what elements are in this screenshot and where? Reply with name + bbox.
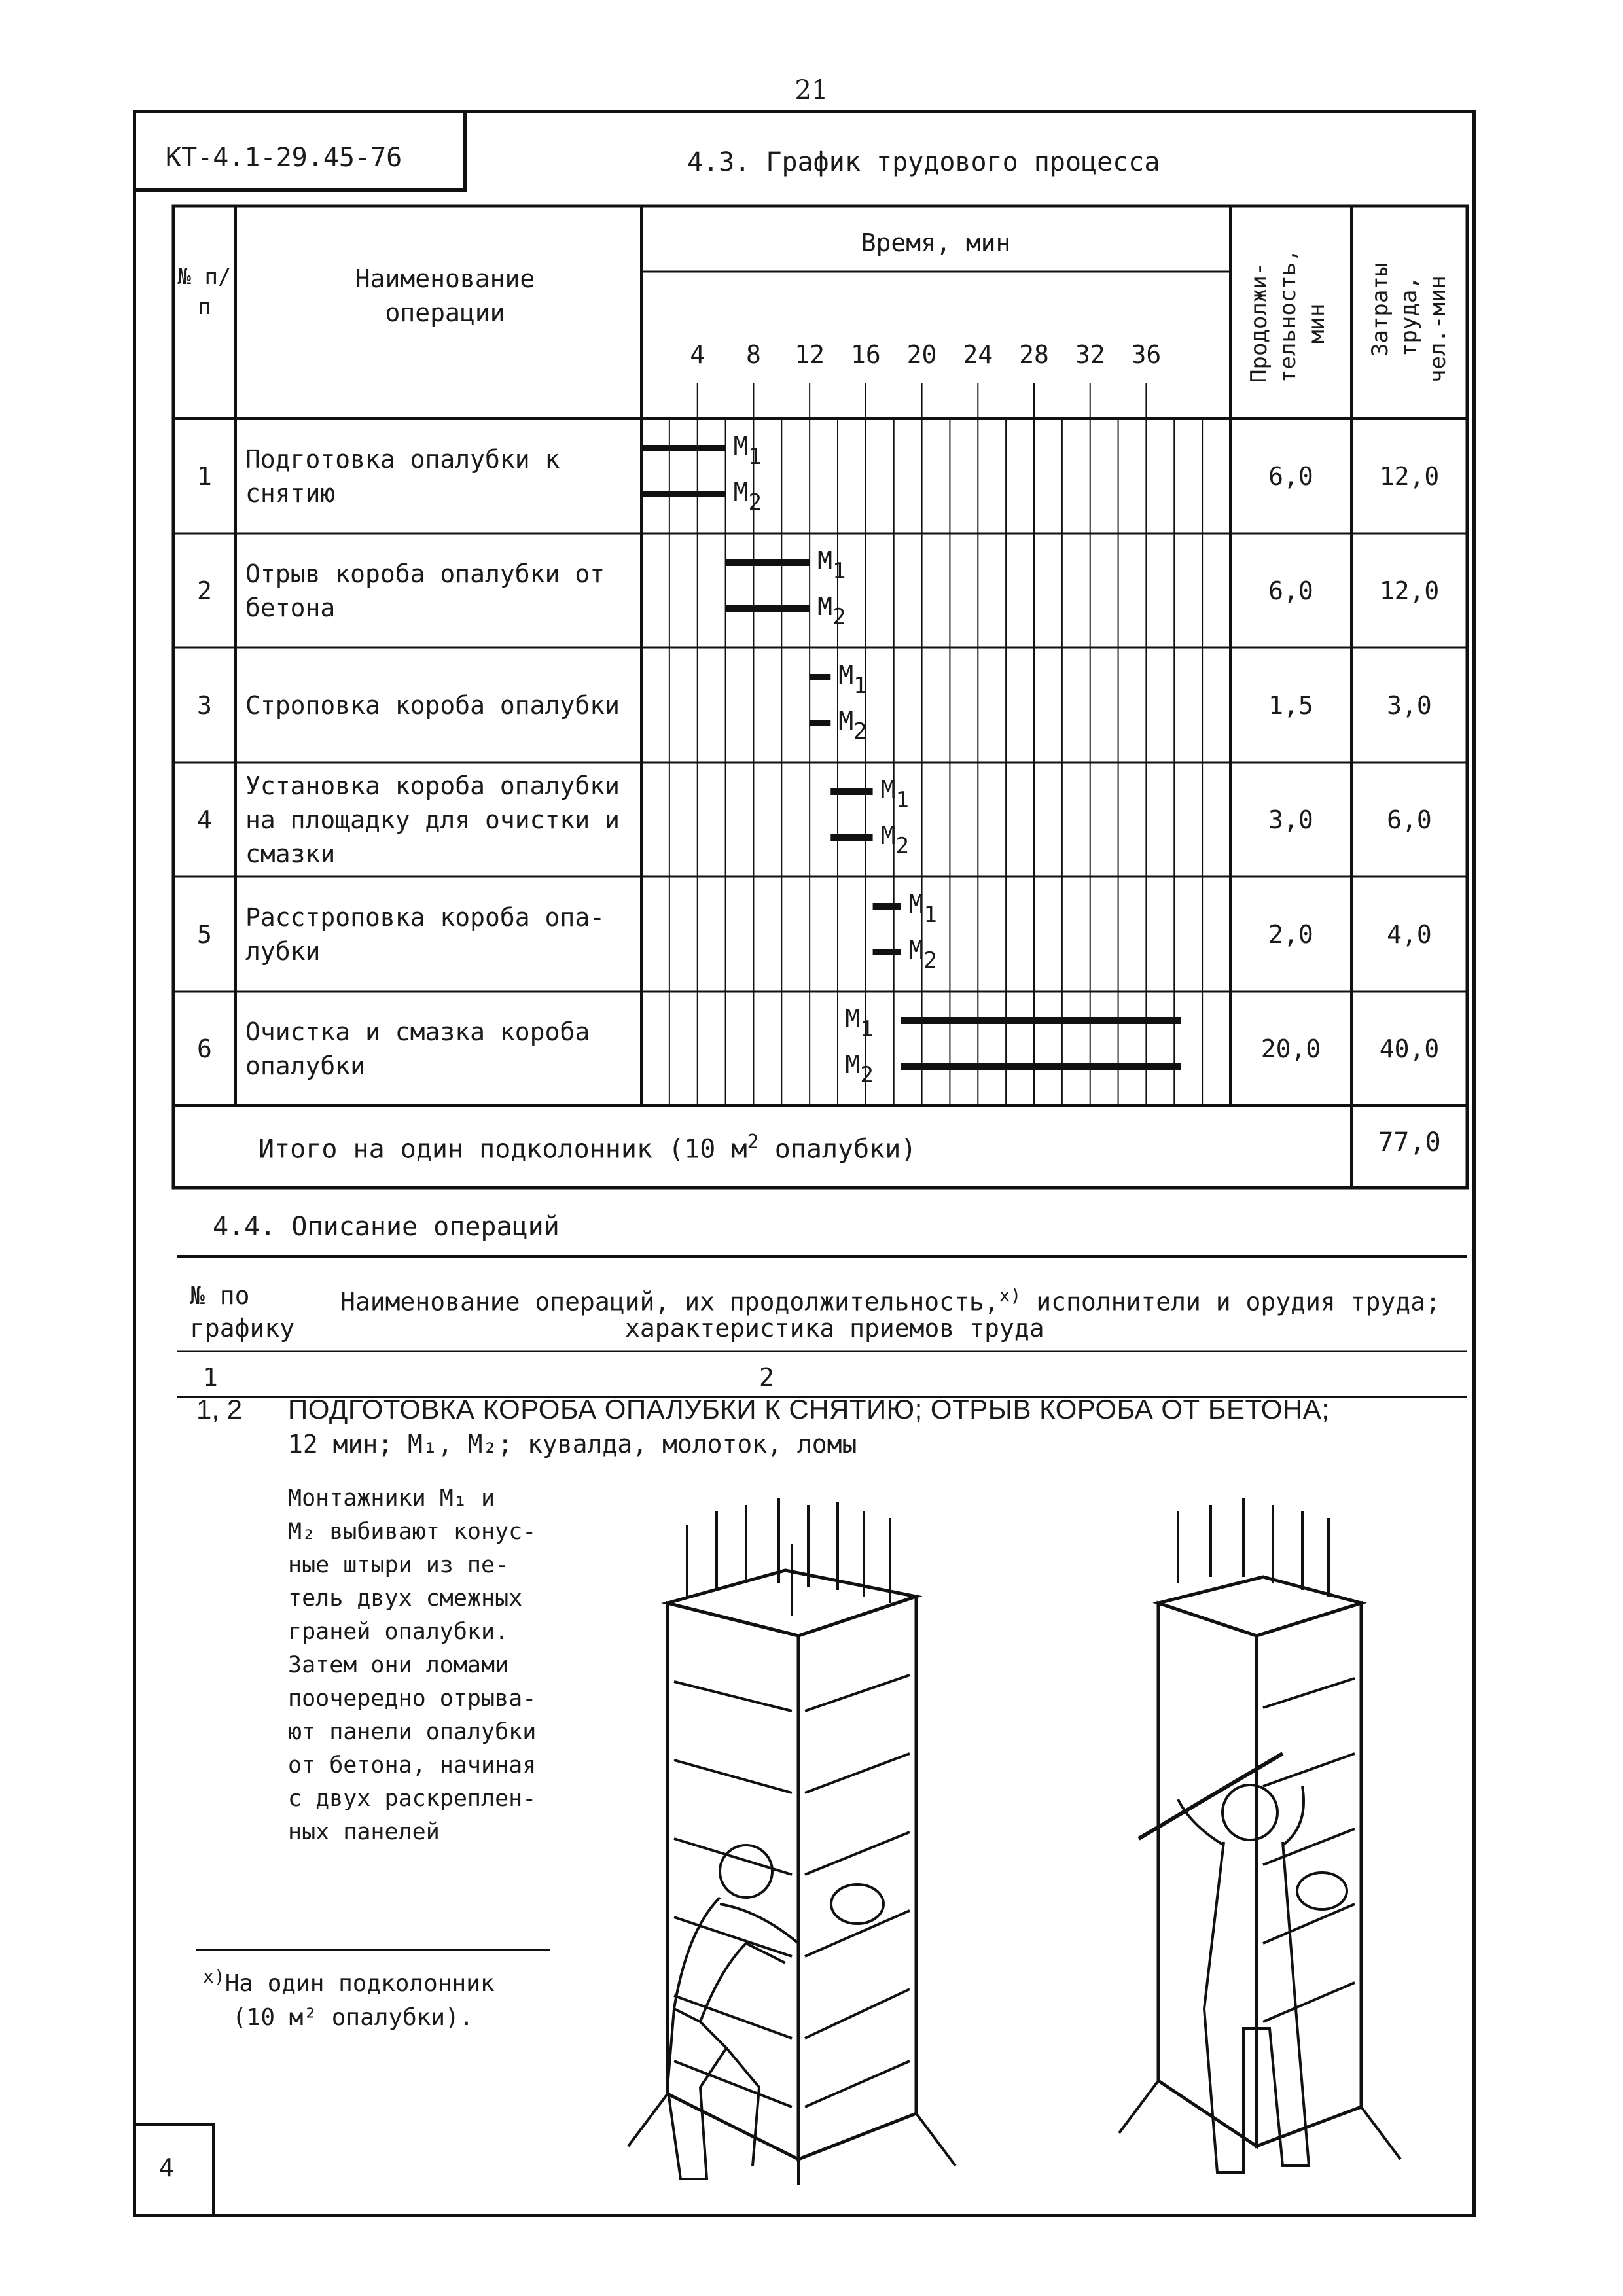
entry-description-line: Затем они ломами — [288, 1652, 509, 1678]
worker-1-bar — [641, 445, 726, 451]
row-duration: 2,0 — [1268, 919, 1313, 949]
worker-1-label: М1 — [845, 1004, 874, 1042]
document-code: КТ-4.1-29.45-76 — [133, 110, 467, 192]
col-no-header: № п/п — [177, 264, 232, 320]
row-number: 2 — [197, 576, 212, 605]
row-duration: 3,0 — [1268, 805, 1313, 834]
worker-2-label: М2 — [733, 478, 762, 516]
row-labor: 3,0 — [1387, 690, 1432, 720]
time-tick-label: 20 — [906, 340, 937, 369]
time-tick-label: 28 — [1019, 340, 1049, 369]
row-labor: 6,0 — [1387, 805, 1432, 834]
entry-description-line: поочередно отрыва- — [288, 1686, 537, 1712]
time-tick-label: 12 — [794, 340, 825, 369]
workers-knocking-out-pins-illustration — [589, 1485, 1047, 2205]
worker-2-bar — [641, 491, 726, 497]
entry-ref: 1, 2 — [196, 1394, 243, 1424]
entry-description-line: М₂ выбивают конус- — [288, 1519, 537, 1545]
worker-prying-panel-illustration — [1047, 1485, 1472, 2205]
row-number: 5 — [197, 919, 212, 949]
time-tick-label: 8 — [745, 340, 761, 369]
time-tick-label: 32 — [1075, 340, 1105, 369]
worker-2-bar — [873, 949, 901, 955]
row-number: 4 — [197, 805, 212, 834]
worker-1-label: М1 — [908, 890, 937, 928]
entry-description-line: ные штыри из пе- — [288, 1552, 509, 1578]
worker-1-bar — [830, 788, 872, 795]
worker-1-bar — [726, 559, 810, 566]
entry-description-line: граней опалубки. — [288, 1619, 509, 1645]
worker-1-label: М1 — [880, 775, 909, 813]
row-duration: 6,0 — [1268, 461, 1313, 491]
operation-name: Строповка короба опалубки — [245, 690, 620, 720]
entry-line2: 12 мин; М₁, М₂; кувалда, молоток, ломы — [288, 1430, 857, 1458]
operation-name: на площадку для очистки и — [245, 805, 620, 834]
time-tick-label: 16 — [850, 340, 881, 369]
worker-2-bar — [810, 720, 830, 726]
operation-name: снятию — [245, 478, 336, 508]
entry-description-line: тель двух смежных — [288, 1585, 523, 1612]
desc-col2-header: Наименование операций, их продолжительность,$^{x)}$ исполнители и орудия труда; — [340, 1284, 1440, 1316]
entry-description-line: с двух раскреплен- — [288, 1786, 537, 1812]
desc-col2-header-line2: характеристика приемов труда — [625, 1314, 1044, 1343]
time-tick-label: 36 — [1131, 340, 1162, 369]
total-row-label: Итого на один подколонник (10 $м^2$ опалубки) — [259, 1131, 917, 1165]
time-tick-label: 4 — [690, 340, 705, 369]
desc-col2-number: 2 — [759, 1363, 774, 1392]
operation-name: Очистка и смазка короба — [245, 1017, 590, 1046]
footnote-rule — [196, 1947, 556, 1953]
entry-title: ПОДГОТОВКА КОРОБА ОПАЛУБКИ К СНЯТИЮ; ОТРЫВ КОРОБА ОТ БЕТОНА; — [288, 1394, 1330, 1424]
row-number: 3 — [197, 690, 212, 720]
col-duration-header: Продолжи- тельность, мин — [1246, 249, 1330, 383]
row-labor: 40,0 — [1379, 1034, 1440, 1063]
row-number: 6 — [197, 1034, 212, 1063]
row-labor: 4,0 — [1387, 919, 1432, 949]
worker-1-bar — [873, 903, 901, 910]
operation-name: опалубки — [245, 1051, 366, 1080]
worker-1-label: М1 — [838, 661, 867, 699]
entry-description-line: Монтажники М₁ и — [288, 1485, 495, 1511]
rotated-headers — [1230, 206, 1467, 419]
col-name-header: Наименование операции — [355, 264, 535, 327]
page-number: 21 — [794, 75, 829, 105]
desc-col1-number: 1 — [203, 1363, 218, 1392]
worker-2-label: М2 — [838, 707, 867, 745]
total-value: 77,0 — [1378, 1127, 1441, 1157]
desc-col1-header: № по графику — [190, 1281, 295, 1343]
worker-2-bar — [726, 605, 810, 612]
worker-1-bar — [810, 674, 830, 680]
operation-name: Отрыв короба опалубки от — [245, 559, 605, 588]
row-duration: 6,0 — [1268, 576, 1313, 605]
operation-name: лубки — [245, 936, 321, 966]
operation-name: бетона — [245, 593, 336, 622]
row-duration: 20,0 — [1260, 1034, 1321, 1063]
worker-2-label: М2 — [845, 1050, 874, 1088]
section-43-title: 4.3. График трудового процесса — [687, 147, 1160, 177]
operation-name: Подготовка опалубки к — [245, 444, 560, 474]
footnote: $^{x)}$На один подколонник (10 м² опалубки). — [203, 1966, 495, 2031]
entry-description-line: от бетона, начиная — [288, 1752, 537, 1778]
worker-1-bar — [901, 1017, 1181, 1024]
operation-name: смазки — [245, 839, 336, 868]
entry-description — [288, 1482, 536, 1849]
worker-2-bar — [830, 834, 872, 841]
row-labor: 12,0 — [1379, 461, 1440, 491]
col-time-header: Время, мин — [861, 228, 1011, 257]
worker-1-label: М1 — [733, 432, 762, 470]
worker-1-label: М1 — [817, 546, 846, 584]
corner-number: 4 — [133, 2123, 215, 2217]
time-tick-label: 24 — [963, 340, 993, 369]
worker-2-label: М2 — [817, 592, 846, 630]
worker-2-label: М2 — [908, 936, 937, 974]
worker-2-bar — [901, 1063, 1181, 1070]
col-labor-header: Затраты труда, чел.-мин — [1367, 262, 1451, 383]
row-duration: 1,5 — [1268, 690, 1313, 720]
operation-name: Установка короба опалубки — [245, 771, 620, 800]
entry-description-line: ют панели опалубки — [288, 1719, 537, 1745]
entry-description-line: ных панелей — [288, 1819, 440, 1845]
section-44-title: 4.4. Описание операций — [213, 1212, 560, 1242]
row-number: 1 — [197, 461, 212, 491]
worker-2-label: М2 — [880, 821, 909, 859]
operation-name: Расстроповка короба опа- — [245, 902, 605, 932]
row-labor: 12,0 — [1379, 576, 1440, 605]
